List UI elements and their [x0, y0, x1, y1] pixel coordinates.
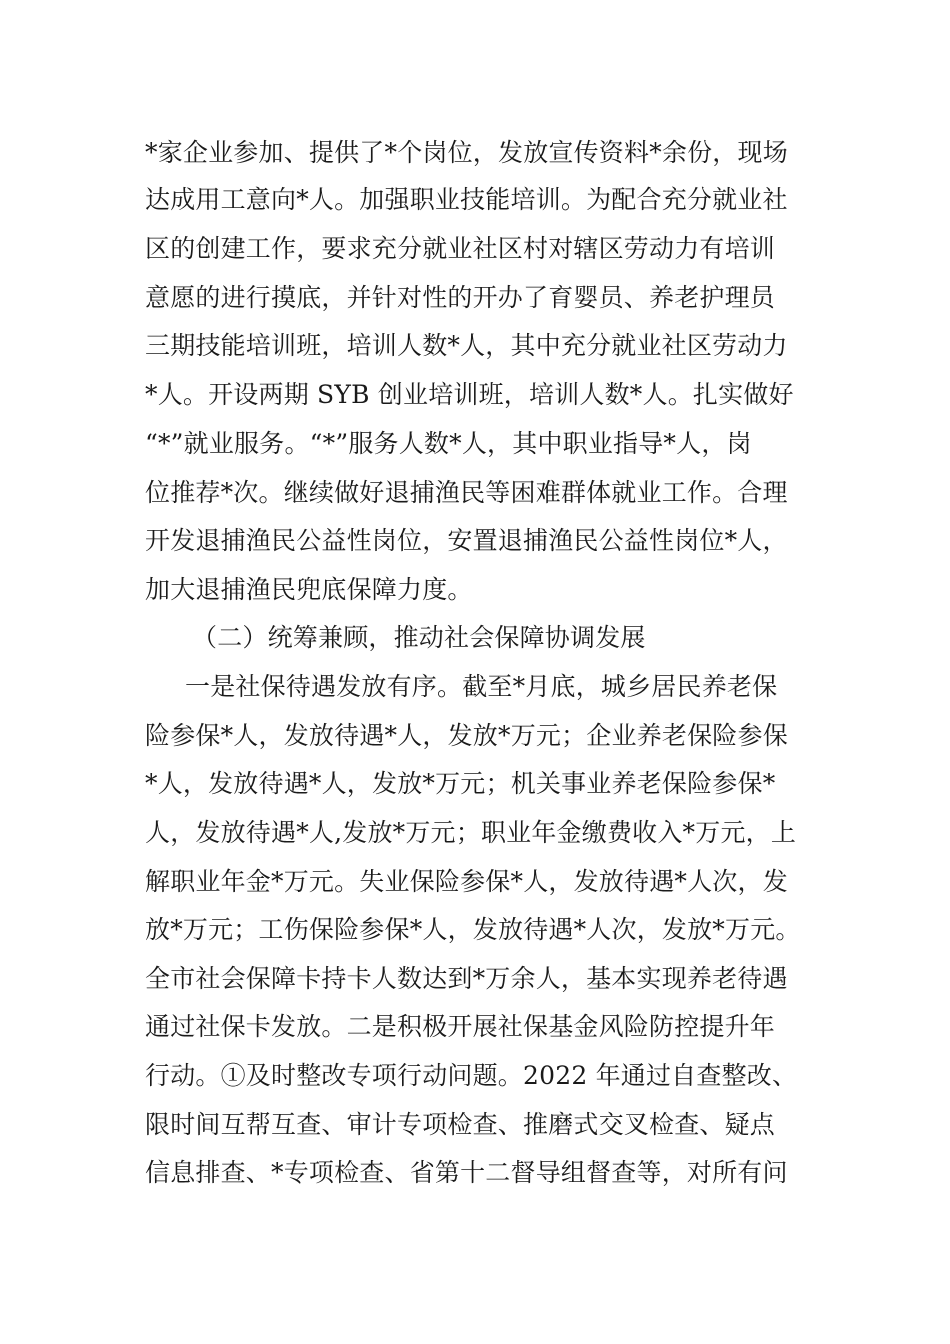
section-heading: （二）统筹兼顾，推动社会保障协调发展	[192, 623, 646, 652]
paragraph-line: 全市社会保障卡持卡人数达到*万余人，基本实现养老待遇	[145, 964, 788, 993]
paragraph-line: *人，发放待遇*人，发放*万元；机关事业养老保险参保*	[145, 769, 776, 798]
paragraph-line: 限时间互帮互查、审计专项检查、推磨式交叉检查、疑点	[145, 1110, 776, 1139]
paragraph-line: 位推荐*次。继续做好退捕渔民等困难群体就业工作。合理	[145, 478, 788, 507]
paragraph-line: *人。开设两期 SYB 创业培训班，培训人数*人。扎实做好	[145, 380, 794, 409]
paragraph-line: 行动。①及时整改专项行动问题。2022 年通过自查整改、	[145, 1061, 798, 1090]
paragraph-line: 一是社保待遇发放有序。截至*月底，城乡居民养老保	[185, 672, 778, 701]
paragraph-line: 加大退捕渔民兜底保障力度。	[145, 575, 473, 604]
paragraph-line: 三期技能培训班，培训人数*人，其中充分就业社区劳动力	[145, 331, 788, 360]
paragraph-line: “*”就业服务。“*”服务人数*人，其中职业指导*人，岗	[145, 429, 752, 458]
paragraph-line: 开发退捕渔民公益性岗位，安置退捕渔民公益性岗位*人，	[145, 526, 788, 555]
paragraph-line: 解职业年金*万元。失业保险参保*人，发放待遇*人次，发	[145, 867, 788, 896]
paragraph-line: 信息排查、*专项检查、省第十二督导组督查等，对所有问	[145, 1158, 788, 1187]
paragraph-line: 人，发放待遇*人,发放*万元；职业年金缴费收入*万元，上	[145, 818, 797, 847]
paragraph-line: 意愿的进行摸底，并针对性的开办了育婴员、养老护理员	[145, 283, 776, 312]
paragraph-line: *家企业参加、提供了*个岗位，发放宣传资料*余份，现场	[145, 138, 788, 167]
paragraph-line: 达成用工意向*人。加强职业技能培训。为配合充分就业社	[145, 185, 788, 214]
paragraph-line: 放*万元；工伤保险参保*人，发放待遇*人次，发放*万元。	[145, 915, 801, 944]
paragraph-line: 区的创建工作，要求充分就业社区村对辖区劳动力有培训	[145, 234, 776, 263]
paragraph-line: 险参保*人，发放待遇*人，发放*万元；企业养老保险参保	[145, 721, 788, 750]
paragraph-line: 通过社保卡发放。二是积极开展社保基金风险防控提升年	[145, 1012, 776, 1041]
